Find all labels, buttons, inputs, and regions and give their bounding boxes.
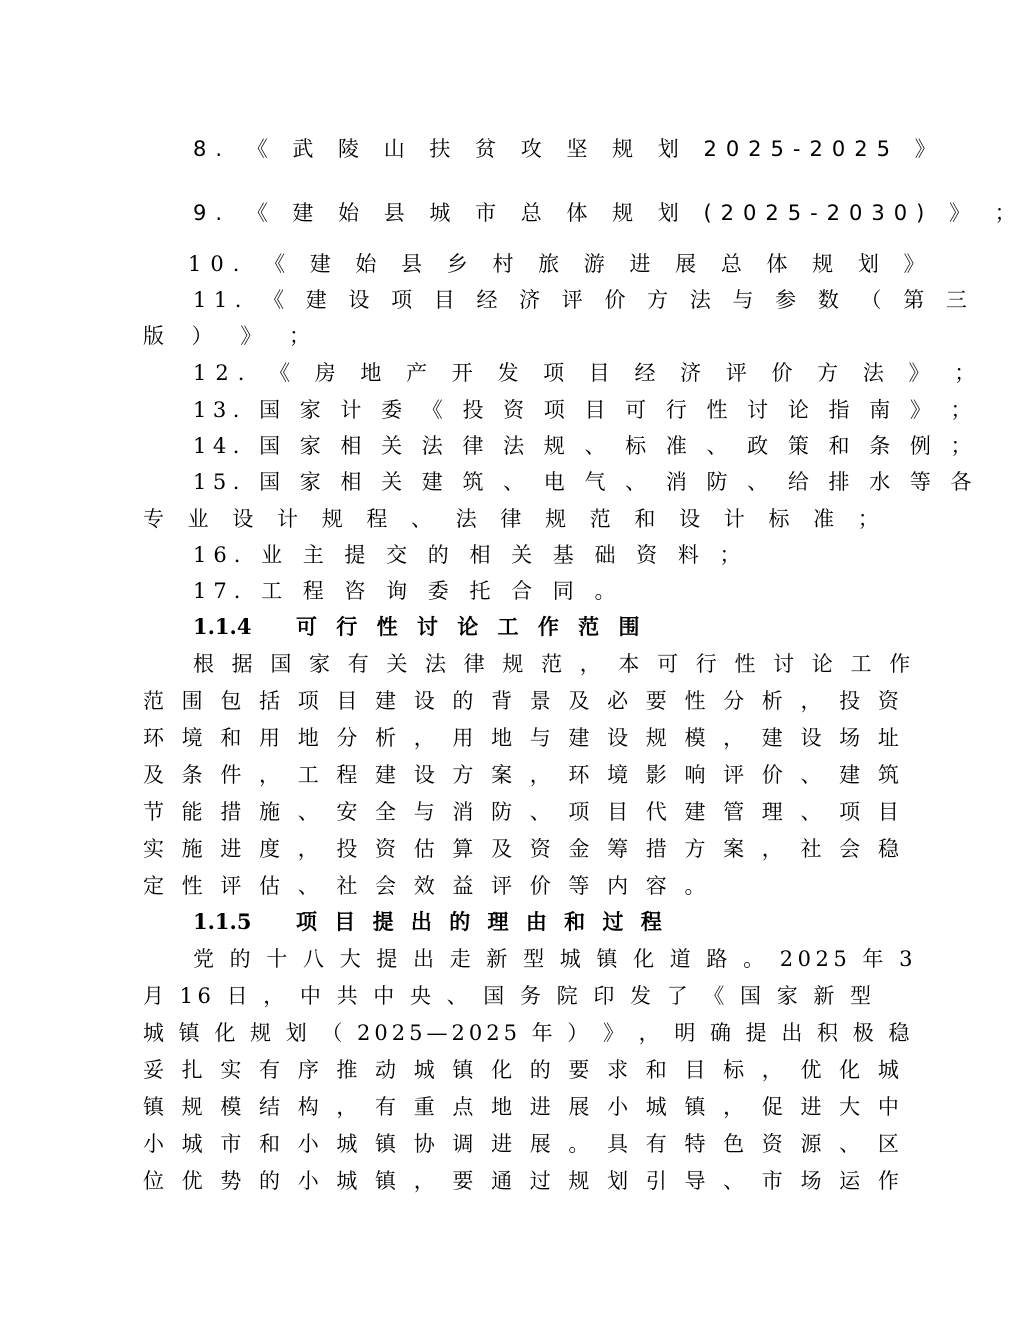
reference-item: 13. 国 家 计 委 《 投 资 项 目 可 行 性 讨 论 指 南 》 ； xyxy=(193,398,979,422)
paragraph-line: 及 条 件 ， 工 程 建 设 方 案 ， 环 境 影 响 评 价 、 建 筑 xyxy=(143,763,905,787)
paragraph-line: 党 的 十 八 大 提 出 走 新 型 城 镇 化 道 路 。 2025 年 3 xyxy=(193,947,917,971)
reference-item: 17. 工 程 咨 询 委 托 合 同 。 xyxy=(193,579,623,603)
paragraph-line: 实 施 进 度 ， 投 资 估 算 及 资 金 筹 措 方 案 ， 社 会 稳 xyxy=(143,837,905,861)
section-title: 项 目 提 出 的 理 由 和 过 程 xyxy=(296,909,667,934)
reference-item: 14. 国 家 相 关 法 律 法 规 、 标 准 、 政 策 和 条 例 ； xyxy=(193,434,979,458)
paragraph-line: 环 境 和 用 地 分 析 ， 用 地 与 建 设 规 模 ， 建 设 场 址 xyxy=(143,726,905,750)
paragraph-line: 定 性 评 估 、 社 会 效 益 评 价 等 内 容 。 xyxy=(143,874,711,898)
section-title: 可 行 性 讨 论 工 作 范 围 xyxy=(296,614,646,639)
paragraph-line: 城 镇 化 规 划 （ 2025—2025 年 ） 》 ， 明 确 提 出 积 极 稳 xyxy=(143,1021,914,1045)
reference-item: 9. 《 建 始 县 城 市 总 体 规 划 (2025-2030) 》 ； xyxy=(193,201,1025,225)
reference-item: 8. 《 武 陵 山 扶 贫 攻 坚 规 划 2025-2025 》 xyxy=(193,137,945,161)
paragraph-line: 位 优 势 的 小 城 镇 ， 要 通 过 规 划 引 导 、 市 场 运 作 xyxy=(143,1169,905,1193)
reference-item: 10. 《 建 始 县 乡 村 旅 游 进 展 总 体 规 划 》 xyxy=(188,252,934,276)
paragraph-line: 节 能 措 施 、 安 全 与 消 防 、 项 目 代 建 管 理 、 项 目 xyxy=(143,800,905,824)
reference-item-continuation: 版 ） 》 ； xyxy=(143,324,321,348)
section-number: 1.1.5 xyxy=(193,909,252,934)
reference-item-continuation: 专 业 设 计 规 程 、 法 律 规 范 和 设 计 标 准 ； xyxy=(143,507,888,531)
paragraph-line: 月 16 日 ， 中 共 中 央 、 国 务 院 印 发 了 《 国 家 新 型 xyxy=(143,984,876,1008)
paragraph-line: 妥 扎 实 有 序 推 动 城 镇 化 的 要 求 和 目 标 ， 优 化 城 xyxy=(143,1058,905,1082)
paragraph-line: 根 据 国 家 有 关 法 律 规 范 ， 本 可 行 性 讨 论 工 作 xyxy=(193,652,916,676)
paragraph-line: 镇 规 模 结 构 ， 有 重 点 地 进 展 小 城 镇 ， 促 进 大 中 xyxy=(143,1095,905,1119)
paragraph-line: 小 城 市 和 小 城 镇 协 调 进 展 。 具 有 特 色 资 源 、 区 xyxy=(143,1132,905,1156)
reference-item: 16. 业 主 提 交 的 相 关 基 础 资 料 ； xyxy=(193,543,748,567)
reference-item: 15. 国 家 相 关 建 筑 、 电 气 、 消 防 、 给 排 水 等 各 xyxy=(193,470,979,494)
section-number: 1.1.4 xyxy=(193,614,252,639)
reference-item: 11. 《 建 设 项 目 经 济 评 价 方 法 与 参 数 （ 第 三 xyxy=(193,288,975,312)
paragraph-line: 范 围 包 括 项 目 建 设 的 背 景 及 必 要 性 分 析 ， 投 资 xyxy=(143,689,905,713)
reference-item: 12. 《 房 地 产 开 发 项 目 经 济 评 价 方 法 》 ； xyxy=(193,361,985,385)
